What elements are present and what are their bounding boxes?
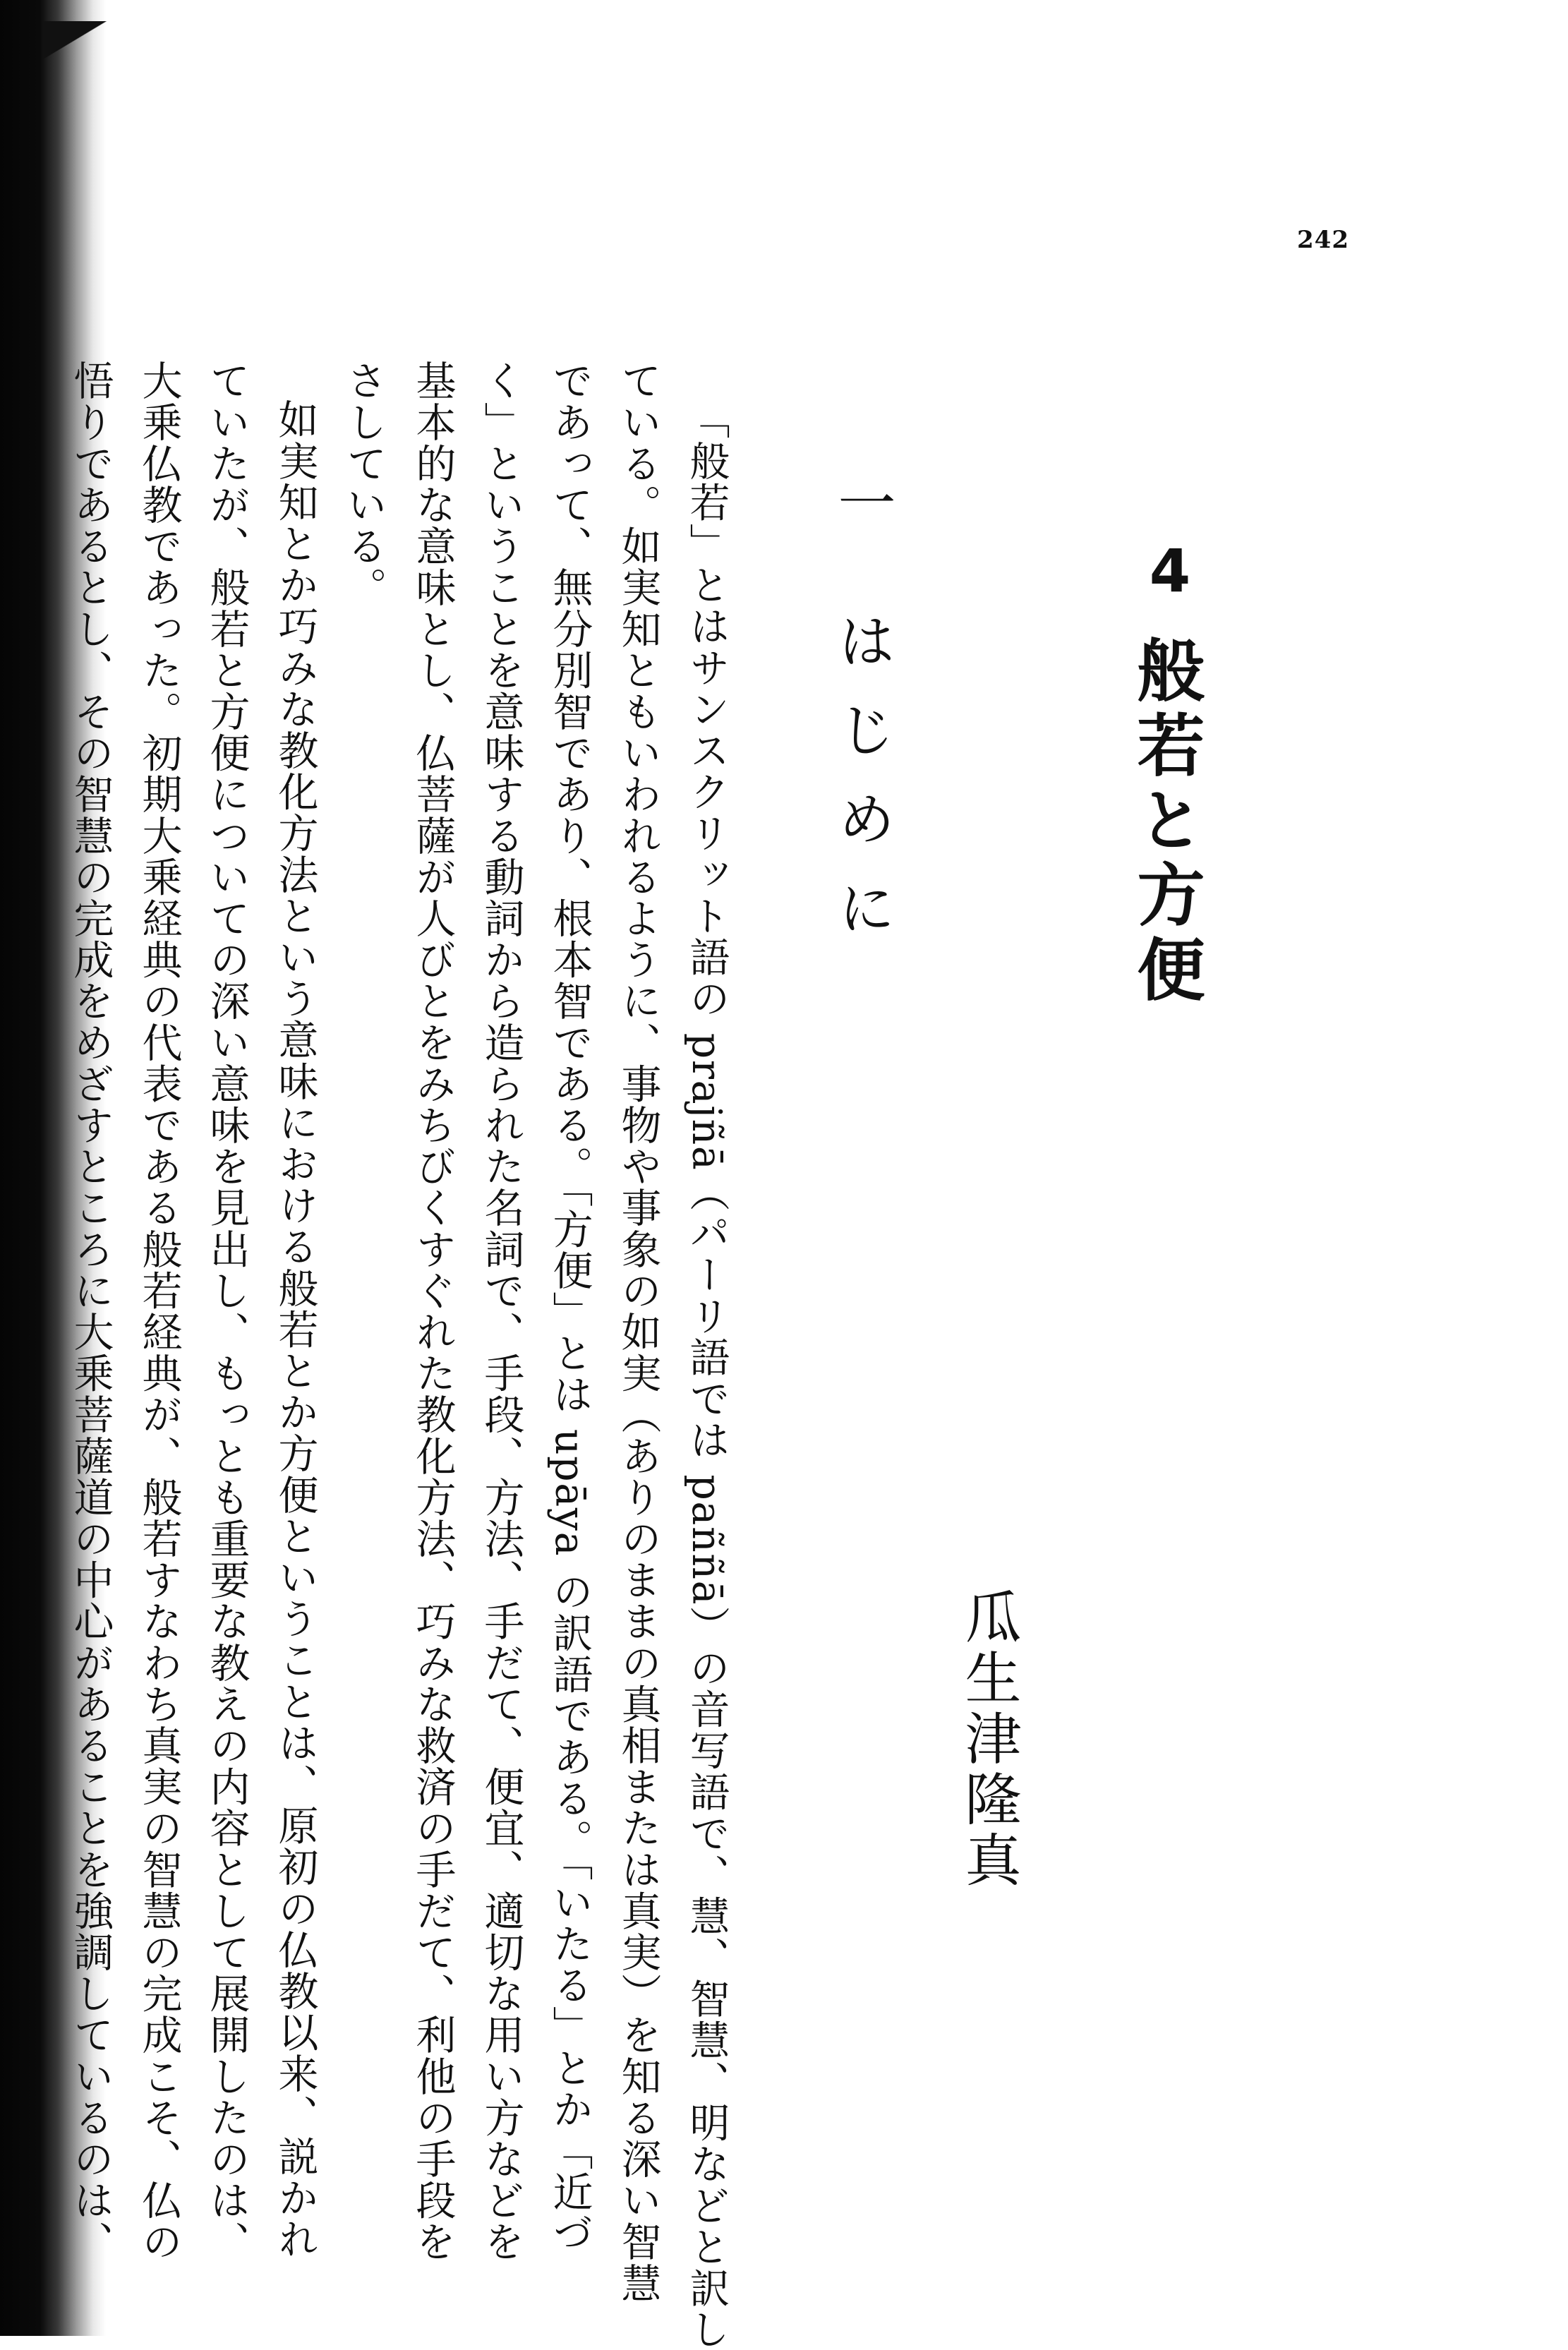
author-name: 瓜生津隆真 [955,1588,1021,1891]
section-heading: 一 はじめに [828,473,895,968]
body-line-1: 「般若」とはサンスクリット語の prajñā（パーリ語では paññā）の音写語で、慧、智慧、明などと訳し [683,399,730,2350]
page-number: 242 [1297,226,1349,254]
scan-notch [42,21,113,64]
body-line-9: 大乗仏教であった。初期大乗経典の代表である般若経典が、般若すなわち真実の智慧の完成こそ、仏の [135,360,182,2262]
body-line-2: ている。如実知ともいわれるように、事物や事象の如実（ありのままの真相または真実）を知る深い智慧 [615,360,661,2304]
body-line-3: であって、無分別智であり、根本智である。「方便」とは upāya の訳語である。「いたる」とか「近づ [546,360,593,2254]
body-line-5: 基本的な意味とし、仏菩薩が人びとをみちびくすぐれた教化方法、巧みな救済の手だて、利他の手段を [409,360,456,2262]
body-line-4: く」ということを意味する動詞から造られた名詞で、手段、方法、手だて、便宜、適切な用い方などを [478,360,524,2262]
chapter-title: 般若と方便 [1126,635,1206,1009]
body-line-7: 如実知とか巧みな教化方法という意味における般若とか方便ということは、原初の仏教以来、説かれ [272,399,318,2260]
body-line-8: ていたが、般若と方便についての深い意味を見出し、もっとも重要な教えの内容として展開したのは、 [203,360,250,2262]
body-line-6: さしている。 [340,360,387,608]
chapter-number: 4 [1135,536,1205,605]
body-line-10: 悟りであるとし、その智慧の完成をめざすところに大乗菩薩道の中心があることを強調しているのは、 [67,360,114,2262]
